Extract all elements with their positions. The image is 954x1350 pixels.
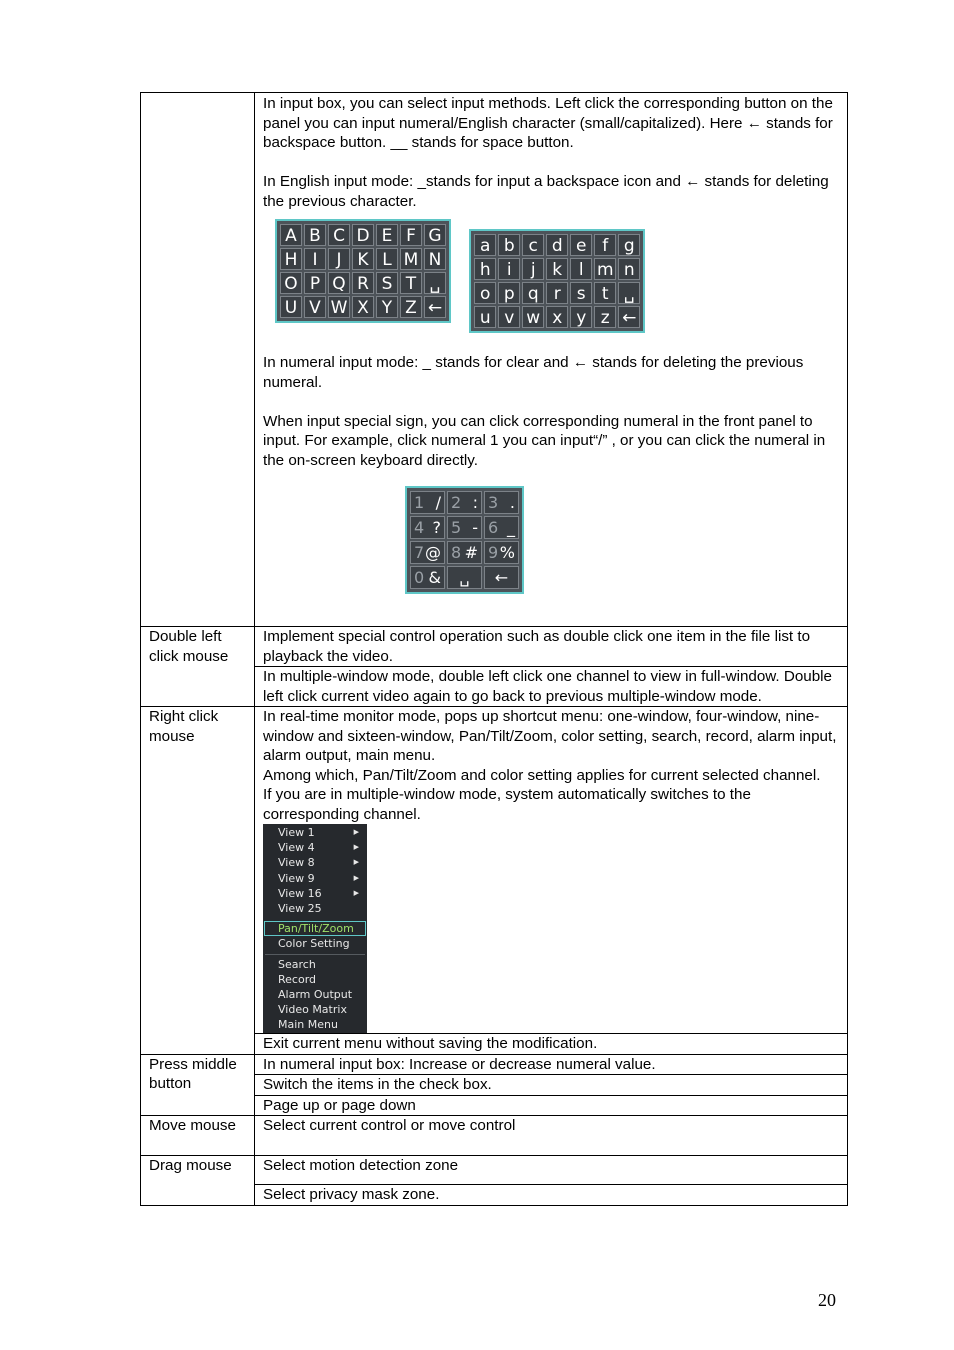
uppercase-key[interactable]: X <box>352 296 374 318</box>
menu-item-view8[interactable]: View 8 ▶ <box>278 856 359 870</box>
press-middle-row1: In numeral input box: Increase or decrease numeral value. <box>255 1054 848 1075</box>
numeral-row <box>409 540 520 565</box>
press-middle-row3: Page up or page down <box>255 1095 848 1116</box>
move-mouse-label: Move mouse <box>141 1116 255 1156</box>
lowercase-key[interactable]: x <box>546 306 568 328</box>
numeral-key[interactable]: 3 . <box>484 491 519 514</box>
right-click-desc3: If you are in multiple-window mode, system automatically switches to the corresponding channel. <box>263 786 751 823</box>
uppercase-key[interactable]: Q <box>328 272 350 294</box>
right-click-exit-desc: Exit current menu without saving the modification. <box>255 1034 848 1055</box>
uppercase-key[interactable]: B <box>304 224 326 246</box>
lowercase-key[interactable]: ␣ <box>618 282 640 304</box>
uppercase-key[interactable]: J <box>328 248 350 270</box>
uppercase-key[interactable]: A <box>280 224 302 246</box>
uppercase-keyboard <box>275 219 451 323</box>
lowercase-row <box>473 305 641 329</box>
uppercase-row <box>279 223 447 247</box>
uppercase-key[interactable]: L <box>376 248 398 270</box>
uppercase-key[interactable]: M <box>400 248 422 270</box>
numeral-row <box>409 490 520 515</box>
uppercase-key[interactable]: P <box>304 272 326 294</box>
menu-divider <box>265 954 365 955</box>
mouse-operation-table <box>140 92 848 1206</box>
right-click-cell <box>255 707 848 1034</box>
menu-item-record[interactable]: Record <box>278 972 317 986</box>
uppercase-key[interactable]: U <box>280 296 302 318</box>
numeral-key[interactable]: 8 # <box>447 541 482 564</box>
numeral-key[interactable]: 2 : <box>447 491 482 514</box>
lowercase-key[interactable]: y <box>570 306 592 328</box>
lowercase-key[interactable]: g <box>618 234 640 256</box>
lowercase-key[interactable]: d <box>546 234 568 256</box>
uppercase-key[interactable]: ← <box>424 296 446 318</box>
press-middle-label: Press middle button <box>141 1054 255 1116</box>
lowercase-key[interactable]: t <box>594 282 616 304</box>
menu-item-ptz[interactable]: Pan/Tilt/Zoom <box>264 921 366 936</box>
numeral-keyboard-wrap <box>405 486 839 594</box>
numeral-keyboard <box>405 486 524 594</box>
uppercase-key[interactable]: I <box>304 248 326 270</box>
uppercase-key[interactable]: E <box>376 224 398 246</box>
lowercase-key[interactable]: r <box>546 282 568 304</box>
menu-item-main-menu[interactable]: Main Menu <box>278 1018 338 1032</box>
uppercase-key[interactable]: G <box>424 224 446 246</box>
menu-item-view16[interactable]: View 16 ▶ <box>278 886 359 900</box>
lowercase-key[interactable]: q <box>522 282 544 304</box>
uppercase-key[interactable]: S <box>376 272 398 294</box>
numeral-key[interactable]: 9 % <box>484 541 519 564</box>
uppercase-key[interactable]: T <box>400 272 422 294</box>
lowercase-row <box>473 233 641 257</box>
menu-item-view4[interactable]: View 4 ▶ <box>278 841 359 855</box>
menu-item-alarm-output[interactable]: Alarm Output <box>278 987 353 1001</box>
right-click-label: Right click mouse <box>141 707 255 1055</box>
lowercase-key[interactable]: v <box>498 306 520 328</box>
lowercase-key[interactable]: o <box>474 282 496 304</box>
double-left-click-label: Double left click mouse <box>141 627 255 707</box>
numeral-key[interactable]: 6 _ <box>484 516 519 539</box>
input-methods-para2: In English input mode: _stands for input a backspace icon and ← stands for deleting the previous character. <box>263 173 829 210</box>
numeral-key[interactable]: 7 @ <box>410 541 445 564</box>
press-middle-row2: Switch the items in the check box. <box>255 1075 848 1096</box>
double-left-click-desc2: In multiple-window mode, double left click one channel to view in full-window. Double left click current video again to go back to previous multiple-window mode. <box>255 667 848 707</box>
menu-item-view1[interactable]: View 1 ▶ <box>278 826 359 839</box>
lowercase-key[interactable]: i <box>498 258 520 280</box>
uppercase-key[interactable]: Y <box>376 296 398 318</box>
lowercase-key[interactable]: f <box>594 234 616 256</box>
lowercase-key[interactable]: b <box>498 234 520 256</box>
lowercase-key[interactable]: k <box>546 258 568 280</box>
uppercase-key[interactable]: C <box>328 224 350 246</box>
lowercase-key[interactable]: z <box>594 306 616 328</box>
lowercase-keyboard <box>469 229 645 333</box>
uppercase-key[interactable]: V <box>304 296 326 318</box>
lowercase-key[interactable]: ← <box>618 306 640 328</box>
lowercase-row <box>473 281 641 305</box>
lowercase-key[interactable]: u <box>474 306 496 328</box>
uppercase-key[interactable]: N <box>424 248 446 270</box>
menu-item-view25[interactable]: View 25 <box>278 901 322 915</box>
lowercase-row <box>473 257 641 281</box>
numeral-key[interactable]: 1 / <box>410 491 445 514</box>
double-left-click-desc1: Implement special control operation such as double click one item in the file list to playback the video. <box>255 627 848 667</box>
lowercase-key[interactable]: l <box>570 258 592 280</box>
right-click-desc1: In real-time monitor mode, pops up shortcut menu: one-window, four-window, nine-window and sixteen-window, Pan/Tilt/Zoom, color setting, search, record, alarm input, alarm output, main menu. <box>263 708 837 764</box>
lowercase-key[interactable]: s <box>570 282 592 304</box>
space-key[interactable]: ␣ <box>447 566 482 589</box>
numeral-key[interactable]: 4 ? <box>410 516 445 539</box>
uppercase-key[interactable]: F <box>400 224 422 246</box>
lowercase-key[interactable]: e <box>570 234 592 256</box>
shortcut-menu <box>263 824 367 1033</box>
numeral-row <box>409 515 520 540</box>
lowercase-key[interactable]: m <box>594 258 616 280</box>
lowercase-key[interactable]: h <box>474 258 496 280</box>
lowercase-key[interactable]: a <box>474 234 496 256</box>
uppercase-key[interactable]: R <box>352 272 374 294</box>
uppercase-key[interactable]: K <box>352 248 374 270</box>
uppercase-key[interactable]: ␣ <box>424 272 446 294</box>
uppercase-row <box>279 247 447 271</box>
lowercase-key[interactable]: n <box>618 258 640 280</box>
backspace-key[interactable]: ← <box>484 566 519 589</box>
uppercase-key[interactable]: Z <box>400 296 422 318</box>
uppercase-key[interactable]: W <box>328 296 350 318</box>
input-methods-para1: In input box, you can select input methods. Left click the corresponding button on the panel you can input numeral/English character (small/capitalized). Here ← stands for backspace button. __ stands for space button. <box>263 95 833 151</box>
lowercase-key[interactable]: w <box>522 306 544 328</box>
right-click-desc2: Among which, Pan/Tilt/Zoom and color setting applies for current selected channel. <box>263 766 821 784</box>
uppercase-row <box>279 295 447 319</box>
blank-label-cell <box>141 93 255 627</box>
input-methods-para4: When input special sign, you can click corresponding numeral in the front panel to input. For example, click numeral 1 you can input“/” , or you can click the numeral in the on-screen keyboard directly. <box>263 412 826 469</box>
uppercase-key[interactable]: H <box>280 248 302 270</box>
alpha-keyboards <box>275 219 839 333</box>
uppercase-row <box>279 271 447 295</box>
page-number: 20 <box>818 1290 836 1310</box>
uppercase-key[interactable]: D <box>352 224 374 246</box>
menu-item-video-matrix[interactable]: Video Matrix <box>278 1003 347 1017</box>
drag-mouse-label: Drag mouse <box>141 1156 255 1206</box>
numeral-row <box>409 565 520 590</box>
uppercase-key[interactable]: O <box>280 272 302 294</box>
input-methods-cell <box>255 93 848 627</box>
move-mouse-desc: Select current control or move control <box>255 1116 848 1156</box>
input-methods-para3: In numeral input mode: _ stands for clear and ← stands for deleting the previous numeral. <box>263 354 804 391</box>
lowercase-key[interactable]: p <box>498 282 520 304</box>
menu-item-view9[interactable]: View 9 ▶ <box>278 871 359 885</box>
drag-mouse-row1: Select motion detection zone <box>255 1156 848 1185</box>
menu-item-color-setting[interactable]: Color Setting <box>278 937 350 951</box>
menu-item-search[interactable]: Search <box>278 957 316 971</box>
numeral-key[interactable]: 0 & <box>410 566 445 589</box>
drag-mouse-row2: Select privacy mask zone. <box>255 1185 848 1206</box>
numeral-key[interactable]: 5 - <box>447 516 482 539</box>
lowercase-key[interactable]: c <box>522 234 544 256</box>
lowercase-key[interactable]: j <box>522 258 544 280</box>
